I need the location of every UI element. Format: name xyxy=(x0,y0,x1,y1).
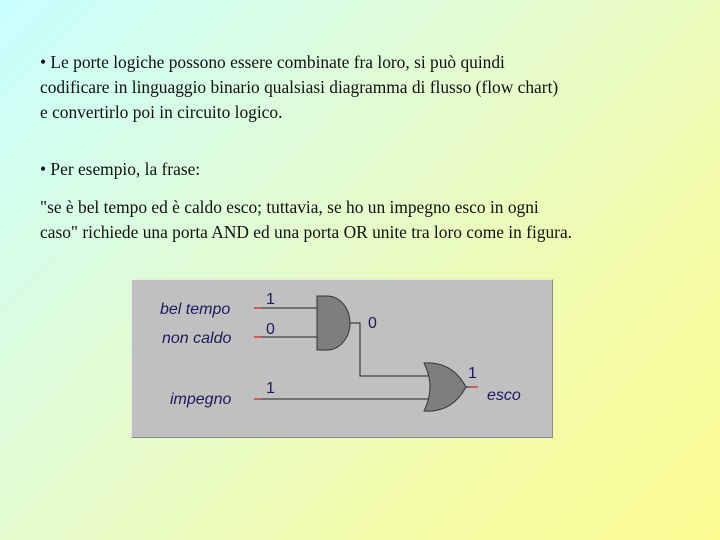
intro-paragraph: • Le porte logiche possono essere combinate fra loro, si può quindi codificare in linguaggio binario qualsiasi diagramma di flusso (flow chart) e convertirlo poi in circuito logico. xyxy=(40,52,559,122)
or-output-value: 1 xyxy=(468,365,477,382)
output-label-esco: esco xyxy=(487,387,521,404)
example-paragraph: • Per esempio, la frase: xyxy=(40,159,201,179)
wire-and-to-or xyxy=(350,323,428,376)
example-quote: "se è bel tempo ed è caldo esco; tuttavia, se ho un impegno esco in ogni caso" richiede una porta AND ed una porta OR unite tra loro come in figura. xyxy=(40,197,573,242)
input-value-impegno: 1 xyxy=(266,380,275,397)
input-label-impegno: impegno xyxy=(170,391,232,408)
and-output-value: 0 xyxy=(368,315,377,332)
or-gate xyxy=(424,363,466,411)
input-label-non-caldo: non caldo xyxy=(162,330,232,347)
input-value-non-caldo: 0 xyxy=(266,321,275,338)
logic-circuit-diagram xyxy=(131,279,553,438)
input-value-bel-tempo: 1 xyxy=(266,291,275,308)
and-gate xyxy=(317,296,350,350)
input-label-bel-tempo: bel tempo xyxy=(160,301,231,318)
